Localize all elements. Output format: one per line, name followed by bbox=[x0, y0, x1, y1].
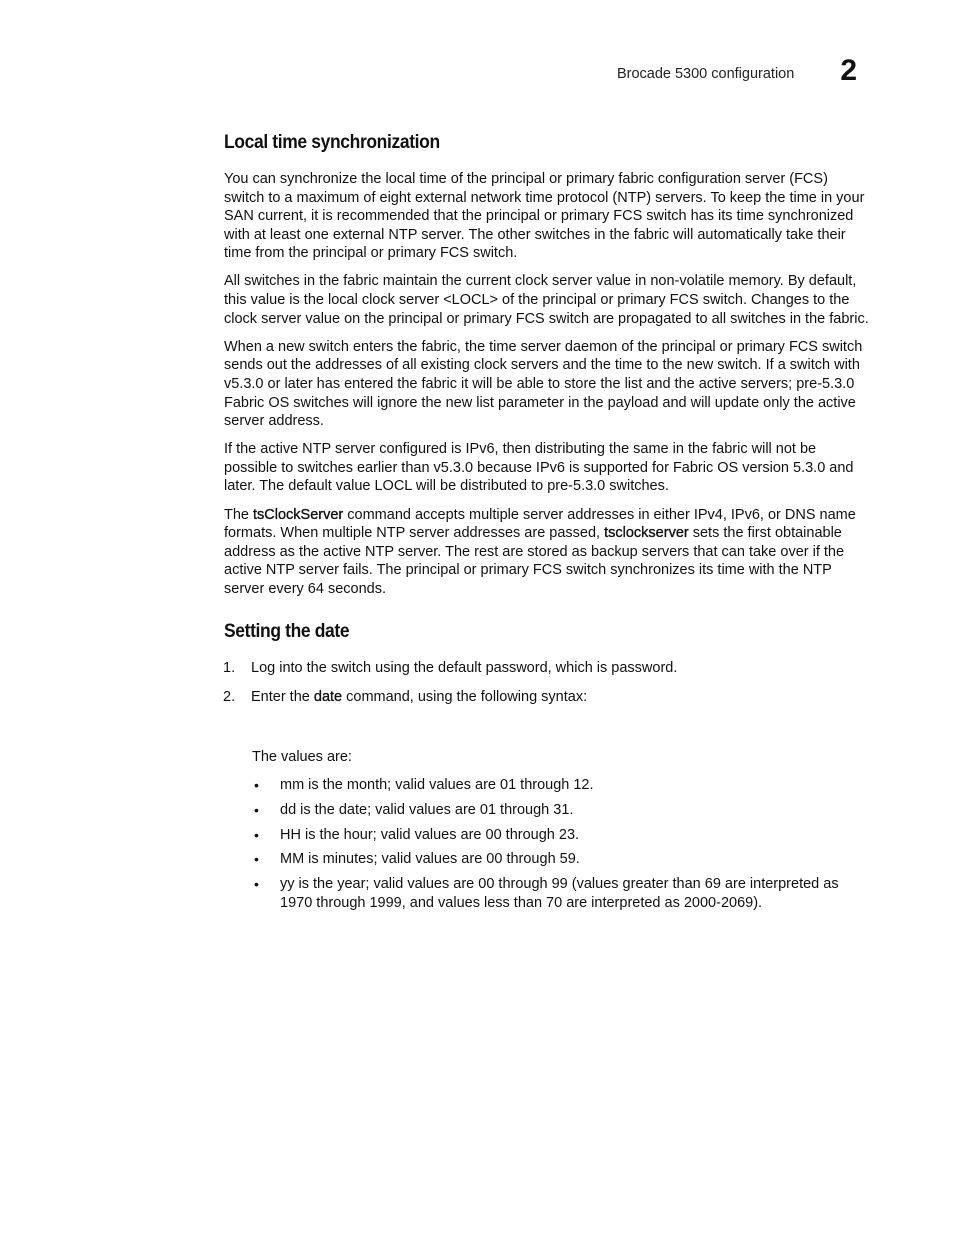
list-item bbox=[252, 826, 870, 845]
command-name: tsClockServer bbox=[253, 506, 344, 523]
text-run: command accepts multiple server addresses in either IPv4, IPv6, or DNS name formats. When multiple NTP server addresses are passed, bbox=[224, 506, 856, 542]
step-number: 1. bbox=[223, 660, 236, 677]
list-item-text: HH is the hour; valid values are 00 through 23. bbox=[280, 826, 580, 843]
steps-list bbox=[223, 659, 869, 706]
list-item-text: dd is the date; valid values are 01 through 31. bbox=[280, 801, 574, 818]
bullet-icon: • bbox=[254, 876, 259, 893]
bullet-icon: • bbox=[254, 776, 259, 793]
paragraph: You can synchronize the local time of the principal or primary fabric configuration server (FCS) switch to a maximum of eight external network time protocol (NTP) servers. To keep the time in your SAN current, it is recommended that the principal or primary FCS switch has its time synchronized with at least one external NTP server. The other switches in the fabric will automatically take their time from the principal or primary FCS switch. bbox=[224, 171, 865, 262]
values-intro: The values are: bbox=[252, 749, 352, 766]
page-content bbox=[224, 132, 870, 919]
bullet-icon: • bbox=[254, 801, 259, 818]
list-item-text: MM is minutes; valid values are 00 through 59. bbox=[280, 851, 580, 868]
list-item bbox=[252, 850, 870, 869]
chapter-number: 2 bbox=[840, 54, 857, 87]
list-item-text: mm is the month; valid values are 01 through 12. bbox=[280, 776, 594, 793]
text-run: The bbox=[224, 506, 254, 523]
command-name: tsclockserver bbox=[604, 525, 689, 542]
header-title: Brocade 5300 configuration bbox=[616, 66, 795, 82]
step-text: Log into the switch using the default password, which is password. bbox=[251, 660, 678, 677]
text-run: sets the first obtainable address as the active NTP server. The rest are stored as backup servers that can take over if the active NTP server fails. The principal or primary FCS switch synchronizes its time with the NTP server every 64 seconds. bbox=[224, 525, 845, 597]
step-item bbox=[223, 688, 869, 707]
text-run: command, using the following syntax: bbox=[342, 688, 588, 705]
paragraph: All switches in the fabric maintain the current clock server value in non-volatile memory. By default, this value is the local clock server <LOCL> of the principal or primary FCS switch. Changes to the clock server value on the principal or primary FCS switch are propagated to all switches in the fabric. bbox=[224, 273, 869, 327]
paragraph bbox=[224, 506, 870, 599]
section-heading: Setting the date bbox=[224, 621, 350, 643]
section-setting-date bbox=[224, 621, 870, 912]
paragraph: When a new switch enters the fabric, the time server daemon of the principal or primary FCS switch sends out the addresses of all existing clock servers and the time to the new switch. If a switch with v5.3.0 or later has entered the fabric it will be able to store the list and the active servers; pre-5.3.0 Fabric OS switches will ignore the new list parameter in the payload and will update only the active server address. bbox=[224, 338, 863, 430]
section-local-time-sync bbox=[224, 132, 870, 598]
command-name: date bbox=[313, 688, 343, 705]
step-item bbox=[223, 659, 869, 678]
paragraph: If the active NTP server configured is IPv6, then distributing the same in the fabric will not be possible to switches earlier than v5.3.0 because IPv6 is supported for Fabric OS version 5.3.0 and later. The default value LOCL will be distributed to pre-5.3.0 switches. bbox=[224, 441, 854, 495]
list-item-text: yy is the year; valid values are 00 through 99 (values greater than 69 are interpreted as 1970 through 1999, and values less than 70 are interpreted as 2000-2069). bbox=[280, 876, 839, 911]
section-heading: Local time synchronization bbox=[224, 132, 440, 153]
list-item bbox=[252, 875, 870, 912]
bullet-icon: • bbox=[254, 851, 259, 868]
values-list bbox=[224, 776, 870, 913]
step-number: 2. bbox=[223, 688, 236, 705]
step-text bbox=[251, 688, 587, 707]
text-run: Enter the bbox=[251, 688, 314, 705]
running-header bbox=[617, 56, 857, 86]
list-item bbox=[252, 801, 870, 820]
bullet-icon: • bbox=[254, 826, 259, 843]
list-item bbox=[252, 776, 870, 795]
